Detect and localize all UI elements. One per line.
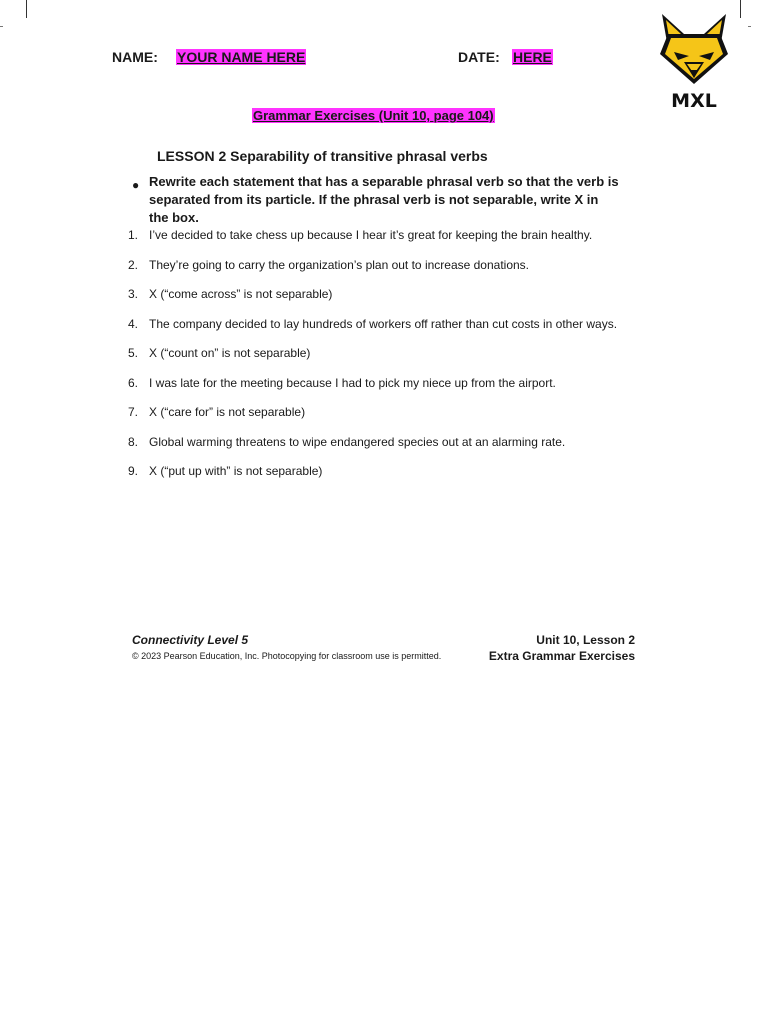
footer-level: Connectivity Level 5 [132,633,249,647]
answer-text[interactable]: They’re going to carry the organization’s plan out to increase donations. [149,257,530,272]
crop-mark-left [26,0,27,18]
answer-text[interactable]: X (“put up with” is not separable) [149,464,323,478]
item-number: 5. [127,346,138,360]
item-number: 6. [127,375,138,390]
bullet-icon: ● [132,178,140,192]
footer-copyright: © 2023 Pearson Education, Inc. Photocopying for classroom use is permitted. [132,651,442,661]
date-field[interactable]: HERE [513,49,552,65]
footer-extra: Extra Grammar Exercises [488,649,635,663]
date-label: DATE: [458,49,500,65]
item-number: 8. [127,434,138,449]
answer-text[interactable]: X (“care for” is not separable) [149,405,306,419]
item-number: 7. [127,405,138,419]
footer-unit: Unit 10, Lesson 2 [536,633,635,647]
mxl-logo [656,12,732,112]
item-number: 1. [127,228,138,242]
item-number: 9. [127,464,138,478]
logo-text: MXL [671,90,717,112]
crop-tick-right [748,26,751,27]
item-number: 2. [127,257,138,272]
instruction-text: Rewrite each statement that has a separable phrasal verb so that the verb is separated from its particle. If the phrasal verb is not separable, write X in the box. [149,174,619,225]
crop-tick-left [0,26,3,27]
crop-mark-right [740,0,741,18]
answer-text[interactable]: I’ve decided to take chess up because I hear it’s great for keeping the brain healthy. [149,228,593,242]
answer-text[interactable]: X (“come across” is not separable) [149,287,333,301]
name-label: NAME: [112,49,158,65]
item-number: 4. [127,316,138,331]
worksheet-title: Grammar Exercises (Unit 10, page 104) [253,108,494,123]
answer-text[interactable]: X (“count on” is not separable) [149,346,311,360]
name-field[interactable]: YOUR NAME HERE [177,49,306,65]
lesson-heading: LESSON 2 Separability of transitive phrasal verbs [157,148,488,164]
answer-text[interactable]: I was late for the meeting because I had to pick my niece up from the airport. [149,375,556,390]
answer-text[interactable]: The company decided to lay hundreds of workers off rather than cut costs in other ways. [149,316,618,331]
answer-text[interactable]: Global warming threatens to wipe endangered species out at an alarming rate. [149,434,566,449]
fox-head-icon [656,12,732,92]
item-number: 3. [127,287,138,301]
